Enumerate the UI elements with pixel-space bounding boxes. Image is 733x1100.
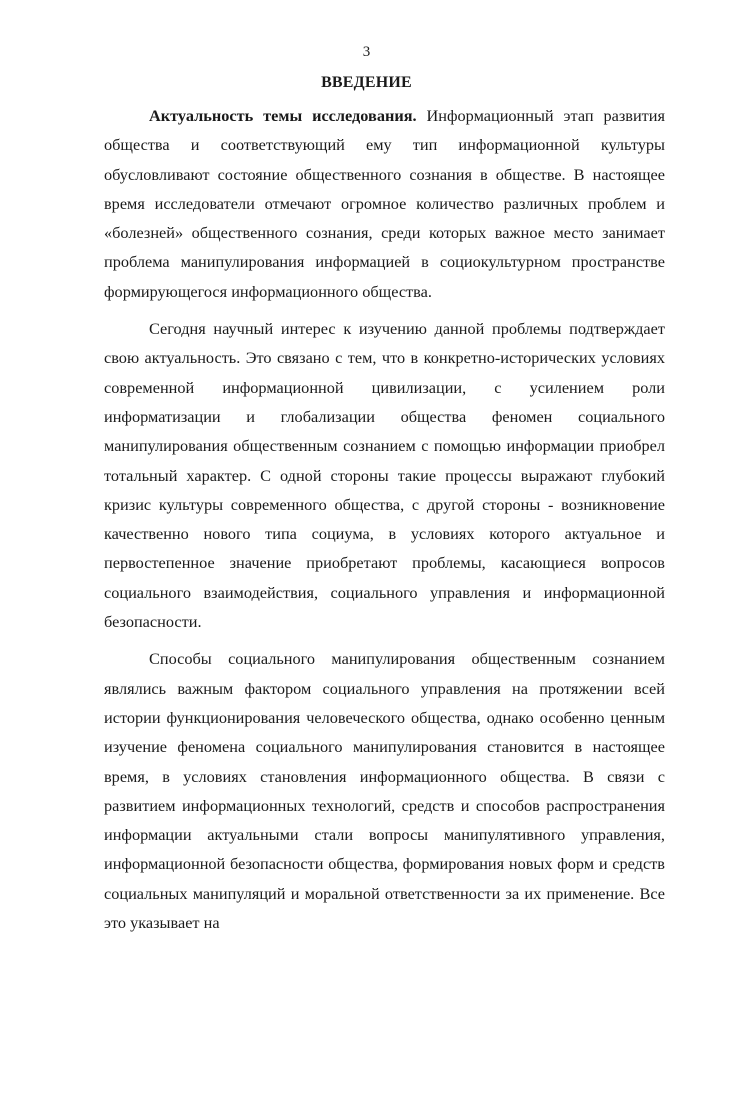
- paragraph-1-text: Информационный этап развития общества и соответствующий ему тип информационной культуры обусловливают состояние общественного сознания в обществе. В настоящее время исследователи отмечают огромное количество различных проблем и «болезней» общественного сознания, среди которых важное место занимает проблема манипулирования информацией в социокультурном пространстве формирующегося информационного общества.: [104, 106, 666, 301]
- paragraph-1: [104, 101, 665, 306]
- section-title: ВВЕДЕНИЕ: [321, 74, 412, 91]
- paragraph-3: Способы социального манипулирования общественным сознанием являлись важным фактором социального управления на протяжении всей истории функционирования человеческого общества, однако особенно ценным изучение феномена социального манипулирования становится в настоящее время, в условиях становления информационного общества. В связи с развитием информационных технологий, средств и способов распространения информации актуальными стали вопросы манипулятивного управления, информационной безопасности общества, формирования новых форм и средств социальных манипуляций и моральной ответственности за их применение. Все это указывает на: [104, 649, 665, 933]
- page-number: 3: [362, 44, 371, 60]
- body-text: [104, 101, 665, 937]
- paragraph-1-lead: Актуальность темы исследования.: [149, 106, 417, 125]
- paragraph-2: Сегодня научный интерес к изучению данной проблемы подтверждает свою актуальность. Это связано с тем, что в конкретно-исторических условиях современной информационной цивилизации, с усилением роли информатизации и глобализации общества феномен социального манипулирования общественным сознанием с помощью информации приобрел тотальный характер. С одной стороны такие процессы выражают глубокий кризис культуры современного общества, с другой стороны - возникновение качественно нового типа социума, в условиях которого актуальное и первостепенное значение приобретают проблемы, касающиеся вопросов социального взаимодействия, социального управления и информационной безопасности.: [104, 319, 665, 632]
